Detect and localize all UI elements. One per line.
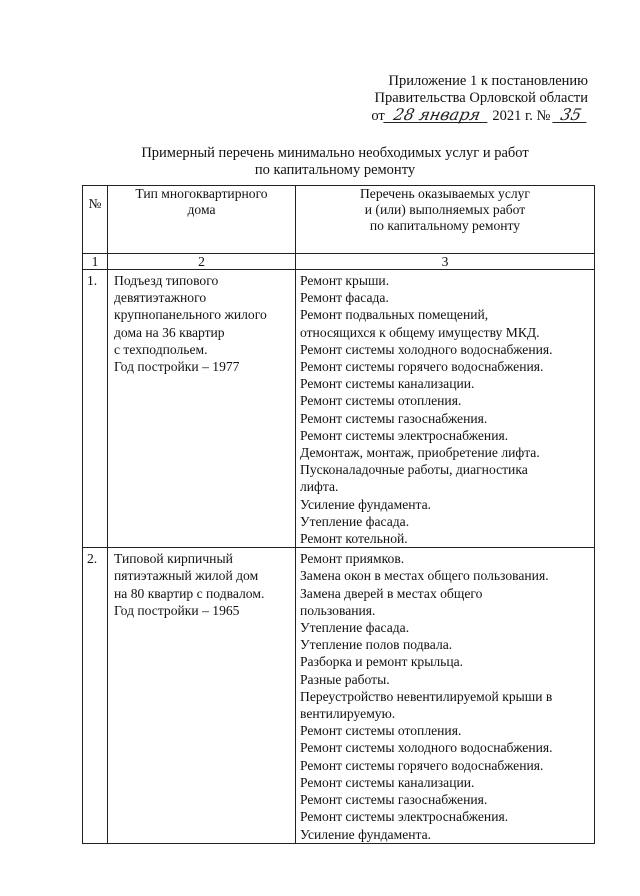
column-index-row — [83, 254, 595, 270]
work-item: Ремонт крыши. — [300, 273, 390, 288]
work-item: лифта. — [300, 479, 339, 495]
work-item: Разные работы. — [300, 671, 390, 687]
header-building-type — [108, 186, 296, 254]
building-type-line: Год постройки – 1977 — [114, 359, 240, 375]
work-item: Ремонт системы горячего водоснабжения. — [300, 757, 544, 773]
appendix-header — [356, 73, 588, 125]
work-item: Усиление фундамента. — [300, 826, 432, 842]
work-item: Пусконаладочные работы, диагностика — [300, 462, 528, 478]
table-row — [83, 548, 595, 843]
works-list-cell — [296, 548, 595, 843]
work-item: Ремонт приямков. — [300, 551, 405, 567]
work-item: относящихся к общему имуществу МКД. — [300, 324, 540, 340]
document-title — [100, 145, 570, 179]
building-type-cell — [108, 548, 296, 843]
work-item: Ремонт системы отопления. — [300, 723, 462, 739]
work-item: Демонтаж, монтаж, приобретение лифта. — [300, 445, 540, 461]
building-type-line: Год постройки – 1965 — [114, 602, 240, 618]
building-type-line: Подъезд типового — [114, 273, 219, 288]
work-item: Ремонт системы холодного водоснабжения. — [300, 341, 553, 357]
row-number: 1. — [83, 270, 108, 548]
work-item: Ремонт котельной. — [300, 531, 408, 547]
work-item: Утепление фасада. — [300, 620, 410, 636]
services-table — [82, 185, 595, 844]
work-item: Ремонт системы электроснабжения. — [300, 809, 509, 825]
header-num: № — [83, 186, 108, 254]
work-item: Утепление полов подвала. — [300, 637, 453, 653]
decree-date-line — [356, 107, 588, 125]
table-header-row — [83, 186, 595, 254]
appendix-line-2: Правительства Орловской области — [374, 90, 588, 106]
work-item: Ремонт фасада. — [300, 290, 389, 306]
works-list-cell — [296, 270, 595, 548]
header-works-line-2: и (или) выполняемых работ — [364, 202, 526, 217]
date-suffix: 2021 г. № — [492, 108, 551, 124]
handwritten-date: 28 января — [383, 107, 490, 123]
building-type-line: дома на 36 квартир — [114, 324, 225, 340]
header-type-line-2: дома — [187, 202, 216, 217]
title-line-1: Примерный перечень минимально необходимых услуг и работ — [141, 145, 529, 161]
work-item: Ремонт системы канализации. — [300, 376, 475, 392]
work-item: Ремонт системы электроснабжения. — [300, 427, 509, 443]
row-number: 2. — [83, 548, 108, 843]
building-type-line: с техподпольем. — [114, 341, 208, 357]
work-item: Ремонт системы холодного водоснабжения. — [300, 740, 553, 756]
building-type-line: девятиэтажного — [114, 290, 207, 306]
table-row — [83, 270, 595, 548]
building-type-line: пятиэтажный жилой дом — [114, 568, 259, 584]
handwritten-number: 35 — [552, 107, 589, 123]
building-type-line: крупнопанельного жилого — [114, 307, 267, 323]
column-index: 3 — [296, 254, 595, 270]
title-line-2: по капитальному ремонту — [254, 162, 416, 178]
work-item: Разборка и ремонт крыльца. — [300, 654, 464, 670]
appendix-line-1: Приложение 1 к постановлению — [388, 73, 588, 89]
building-type-cell — [108, 270, 296, 548]
building-type-line: на 80 квартир с подвалом. — [114, 585, 265, 601]
date-prefix: от — [371, 108, 385, 124]
work-item: Ремонт системы газоснабжения. — [300, 410, 488, 426]
work-item: Ремонт системы горячего водоснабжения. — [300, 359, 544, 375]
work-item: Ремонт системы канализации. — [300, 774, 475, 790]
header-works-line-1: Перечень оказываемых услуг — [359, 186, 531, 201]
work-item: Ремонт системы отопления. — [300, 393, 462, 409]
work-item: Ремонт подвальных помещений, — [300, 307, 489, 323]
building-type-line: Типовой кирпичный — [114, 551, 233, 567]
column-index: 1 — [83, 254, 108, 270]
work-item: Утепление фасада. — [300, 513, 410, 529]
work-item: пользования. — [300, 602, 376, 618]
work-item: Усиление фундамента. — [300, 496, 432, 512]
column-index: 2 — [108, 254, 296, 270]
work-item: Переустройство невентилируемой крыши в — [300, 688, 553, 704]
header-type-line-1: Тип многоквартирного — [135, 186, 268, 201]
work-item: Замена дверей в местах общего — [300, 585, 483, 601]
header-works-list — [296, 186, 595, 254]
work-item: вентилируемую. — [300, 706, 396, 722]
work-item: Замена окон в местах общего пользования. — [300, 568, 549, 584]
header-works-line-3: по капитальному ремонту — [369, 218, 521, 233]
work-item: Ремонт системы газоснабжения. — [300, 792, 488, 808]
